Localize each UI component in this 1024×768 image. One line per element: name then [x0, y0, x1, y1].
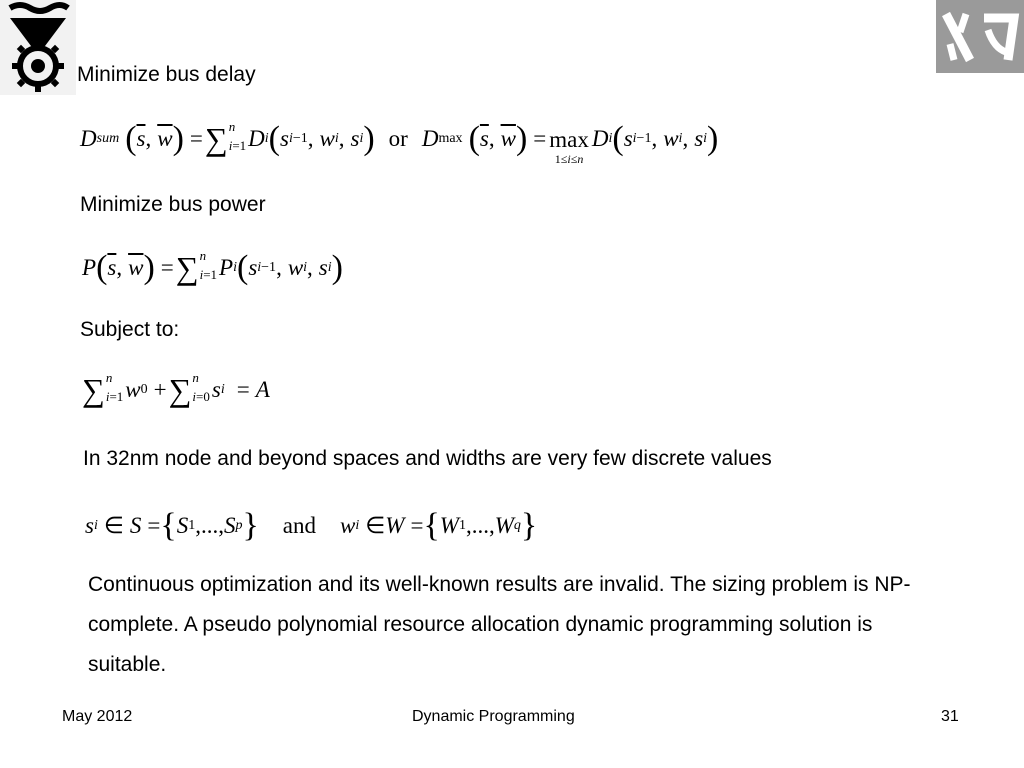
sum-symbol: ∑ n i=0 [168, 370, 210, 408]
hebrew-letters-icon [936, 0, 1024, 73]
max-operator: max 1≤i≤n [549, 126, 589, 166]
hebrew-letters-logo [936, 0, 1024, 73]
equation-power: P ( $\overline{s}$ , $\overline{w}$ ) = ∑ n i=1 P i ( s i−1 , w i , s i ) [82, 248, 343, 286]
sum-symbol: ∑ n i=1 [82, 370, 124, 408]
sum-symbol: ∑ n i=1 [204, 119, 247, 157]
equation-sets: s i ∈ S = { S 1 ,..., S p } and w i ∈ W = { W 1 ,..., W q } [85, 507, 538, 544]
heading-minimize-power: Minimize bus power [80, 193, 266, 216]
heading-subject-to: Subject to: [80, 318, 180, 341]
footer-date: May 2012 [62, 708, 133, 725]
conclusion-text: Continuous optimization and its well-known results are invalid. The sizing problem is NP-complete. A pseudo polynomial resource allocation dynamic programming solution is suitable. [88, 573, 911, 676]
heading-minimize-delay: Minimize bus delay [77, 63, 256, 86]
equation-delay: D sum ( $\overline{s}$ , $\overline{w}$ ) = ∑ n i=1 D i ( s i−1 , w i , s i ) or D max ( $\overline{s}$ , $\overline{w}$ ) = max 1≤i≤n D i ( s i−1 , w i , s i ) [80, 114, 718, 164]
sum-symbol: ∑ n i=1 [175, 248, 218, 286]
word-or: or [388, 126, 408, 151]
equation-constraint: ∑ n i=1 w 0 + ∑ n i=0 s i = A [82, 370, 270, 408]
footer-page-number: 31 [941, 708, 959, 725]
footer-title: Dynamic Programming [412, 708, 575, 725]
technion-logo-icon [0, 0, 76, 95]
word-and: and [282, 513, 316, 538]
technion-logo [0, 0, 76, 95]
heading-discrete-values: In 32nm node and beyond spaces and widths are very few discrete values [83, 447, 772, 470]
